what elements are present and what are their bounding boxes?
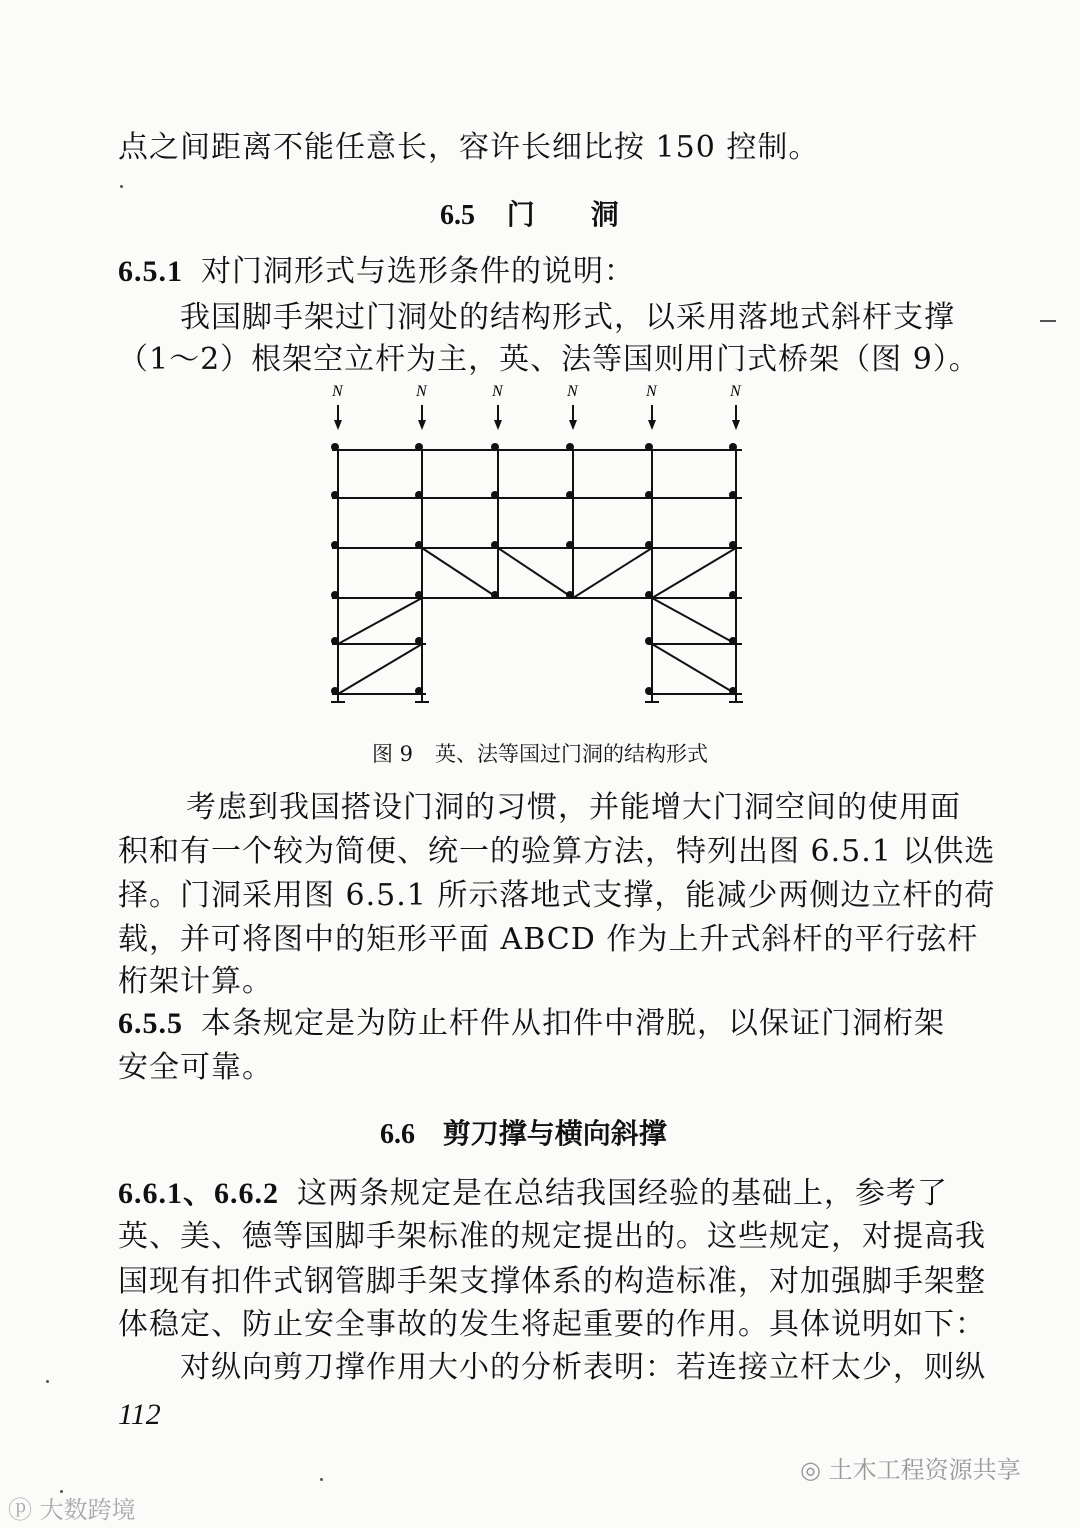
truss-diagonal <box>498 548 573 598</box>
text-line: 国现有扣件式钢管脚手架支撑体系的构造标准，对加强脚手架整 <box>118 1264 986 1299</box>
coupler-joint <box>645 591 653 599</box>
clause-number: 6.5.5 <box>118 1007 183 1040</box>
load-label: N <box>646 383 657 400</box>
watermark-text: 大数跨境 <box>39 1496 136 1524</box>
leg-brace <box>652 644 736 694</box>
scan-mark <box>46 1380 49 1383</box>
truss-diagonal <box>652 548 736 598</box>
section-heading-6-6 <box>380 1112 667 1152</box>
text-line: 桁架计算。 <box>118 964 273 999</box>
figure-number: 图 9 <box>371 742 414 766</box>
coupler-joint <box>566 591 574 599</box>
load-label: N <box>492 383 503 400</box>
clause-number: 6.6.1、6.6.2 <box>118 1177 279 1210</box>
text-line: 积和有一个较为简便、统一的验算方法，特列出图 6.5.1 以供选 <box>118 834 996 869</box>
coupler-joint <box>645 541 653 549</box>
logo-icon: ⓟ <box>8 1496 32 1524</box>
coupler-joint <box>415 637 423 645</box>
load-label: N <box>332 383 343 400</box>
figure-9-door-opening-frame <box>0 0 1080 730</box>
truss-diagonal <box>422 548 498 598</box>
figure-caption <box>0 738 1080 768</box>
clause-text: 本条规定是为防止杆件从扣件中滑脱，以保证门洞桁架 <box>201 1006 945 1041</box>
coupler-joint <box>729 443 737 451</box>
watermark-left <box>8 1490 136 1525</box>
coupler-joint <box>729 591 737 599</box>
text-line: 载，并可将图中的矩形平面 ABCD 作为上升式斜杆的平行弦杆 <box>118 922 979 957</box>
coupler-joint <box>729 541 737 549</box>
text-line: （1～2）根架空立杆为主，英、法等国则用门式桥架（图 9）。 <box>118 342 980 377</box>
watermark-text: 土木工程资源共享 <box>828 1456 1021 1484</box>
load-label: N <box>567 383 578 400</box>
coupler-joint <box>566 491 574 499</box>
section-number: 6.6 <box>380 1119 415 1150</box>
coupler-joint <box>415 687 423 695</box>
clause-6-6-1-6-6-2 <box>118 1174 948 1214</box>
text-line: 点之间距离不能任意长，容许长细比按 150 控制。 <box>118 130 820 165</box>
coupler-joint <box>729 687 737 695</box>
clause-text: 对门洞形式与选形条件的说明： <box>201 254 635 289</box>
text-line: 英、美、德等国脚手架标准的规定提出的。这些规定，对提高我 <box>118 1219 986 1254</box>
leg-brace <box>338 598 422 644</box>
coupler-joint <box>566 541 574 549</box>
scan-mark <box>120 185 123 188</box>
leg-brace <box>652 598 736 644</box>
coupler-joint <box>645 443 653 451</box>
text-line: 我国脚手架过门洞处的结构形式，以采用落地式斜杆支撑 <box>180 300 955 335</box>
coupler-joint <box>415 591 423 599</box>
page-number: 112 <box>118 1398 161 1431</box>
scan-mark <box>1040 320 1056 322</box>
coupler-joint <box>566 443 574 451</box>
leg-brace <box>338 644 422 694</box>
coupler-joint <box>729 637 737 645</box>
section-title: 门 洞 <box>506 198 619 231</box>
coupler-joint <box>491 591 499 599</box>
coupler-joint <box>645 491 653 499</box>
clause-6-5-5 <box>118 1004 945 1044</box>
text-line: 体稳定、防止安全事故的发生将起重要的作用。具体说明如下： <box>118 1307 986 1342</box>
coupler-joint <box>415 443 423 451</box>
clause-text: 这两条规定是在总结我国经验的基础上，参考了 <box>297 1176 948 1211</box>
section-number: 6.5 <box>440 200 475 231</box>
text-line: 对纵向剪刀撑作用大小的分析表明：若连接立杆太少，则纵 <box>180 1350 986 1385</box>
wechat-icon: ◎ <box>800 1456 821 1484</box>
coupler-joint <box>331 637 339 645</box>
coupler-joint <box>491 541 499 549</box>
scan-mark <box>320 1478 323 1481</box>
coupler-joint <box>491 491 499 499</box>
coupler-joint <box>331 541 339 549</box>
coupler-joint <box>645 637 653 645</box>
coupler-joint <box>415 491 423 499</box>
load-label: N <box>730 383 741 400</box>
text-line: 择。门洞采用图 6.5.1 所示落地式支撑，能减少两侧边立杆的荷 <box>118 878 996 913</box>
coupler-joint <box>491 443 499 451</box>
watermark-right <box>800 1450 1021 1485</box>
coupler-joint <box>331 443 339 451</box>
section-title: 剪刀撑与横向斜撑 <box>442 1117 667 1150</box>
coupler-joint <box>645 687 653 695</box>
coupler-joint <box>729 491 737 499</box>
clause-number: 6.5.1 <box>118 255 183 288</box>
load-label: N <box>416 383 427 400</box>
text-line: 安全可靠。 <box>118 1050 273 1085</box>
figure-title: 英、法等国过门洞的结构形式 <box>435 742 709 766</box>
coupler-joint <box>331 491 339 499</box>
coupler-joint <box>415 541 423 549</box>
truss-diagonal <box>573 548 652 598</box>
coupler-joint <box>331 687 339 695</box>
text-line: 考虑到我国搭设门洞的习惯，并能增大门洞空间的使用面 <box>186 790 961 825</box>
coupler-joint <box>331 591 339 599</box>
scan-mark <box>60 1490 63 1493</box>
